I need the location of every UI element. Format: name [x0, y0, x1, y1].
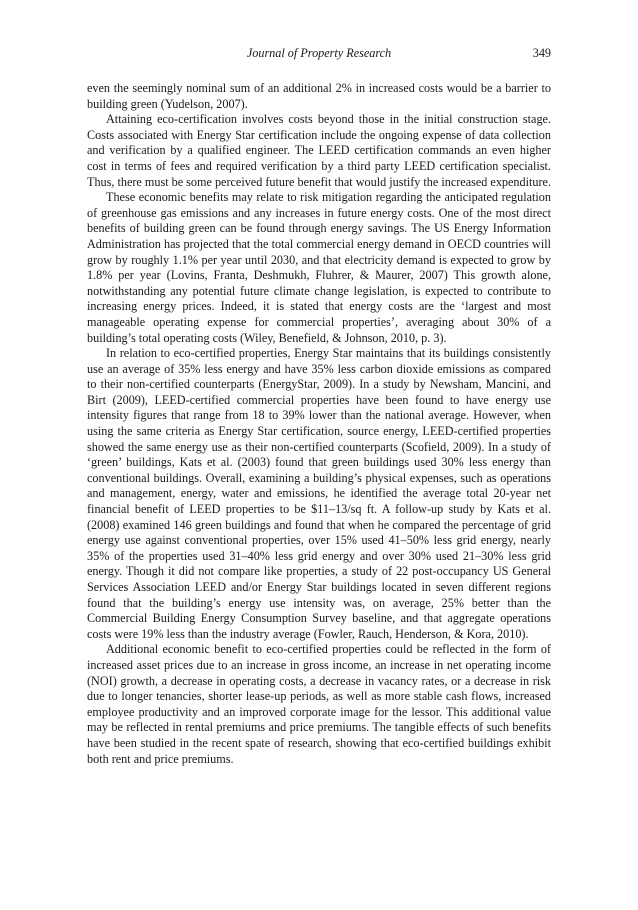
paragraph-5: Additional economic benefit to eco-certified properties could be reflected in the form of increased asset prices due to an increase in gross income, an increase in net operating income (NOI) growth, a decrease in operating costs, a decrease in vacancy rates, or a decrease in risk due to longer tenancies, shorter lease-up periods, as well as more stable cash flows, increased employee productivity and an improved corporate image for the lessor. This additional value may be reflected in rental premiums and price premiums. The tangible effects of such benefits have been studied in the recent spate of research, showing that eco-certified buildings exhibit both rent and price premiums. [87, 642, 551, 766]
paragraph-3: These economic benefits may relate to risk mitigation regarding the anticipated regulation of greenhouse gas emissions and any increases in future energy costs. One of the most direct benefits of building green can be found through energy savings. The US Energy Information Administration has projected that the total commercial energy demand in OECD countries will grow by roughly 1.1% per year until 2030, and that electricity demand is expected to grow by 1.8% per year (Lovins, Franta, Deshmukh, Fluhrer, & Maurer, 2007) This growth alone, notwithstanding any potential future climate change legislation, is expected to contribute to increasing energy prices. Indeed, it is stated that energy costs are the ‘largest and most manageable operating expense for commercial properties’, averaging about 30% of a building’s total operating costs (Wiley, Benefield, & Johnson, 2010, p. 3). [87, 190, 551, 345]
journal-title: Journal of Property Research [246, 46, 392, 60]
paragraph-4: In relation to eco-certified properties, Energy Star maintains that its buildings consistently use an average of 35% less energy and have 35% less carbon dioxide emissions as compared to their non-certified counterparts (EnergyStar, 2009). In a study by Newsham, Mancini, and Birt (2009), LEED-certified commercial properties have been found to have energy use intensity figures that range from 18 to 39% lower than the national average. However, when using the same criteria as Energy Star certification, source energy, LEED-certified properties showed the same energy use as their non-certified counterparts (Scofield, 2009). In a study of ‘green’ buildings, Kats et al. (2003) found that green buildings used 30% less energy than conventional buildings. Overall, examining a building’s physical expenses, such as operations and management, energy, water and emissions, he identified the average total 20-year net financial benefit of LEED properties to be $11–13/sq ft. A follow-up study by Kats et al. (2008) examined 146 green buildings and found that when he compared the percentage of grid energy use against conventional properties, over 15% used 41–50% less grid energy, nearly 35% of the properties used 31–40% less grid energy and over 30% used 21–30% less grid energy. Though it did not compare like properties, a study of 22 post-occupancy US General Services Association LEED and/or Energy Star buildings located in seven different regions found that the building’s energy use intensity was, on average, 25% better than the Commercial Building Energy Consumption Survey baseline, and that aggregate operations costs were 19% less than the industry average (Fowler, Rauch, Henderson, & Kora, 2010). [87, 346, 551, 641]
page-number: 349 [532, 46, 551, 60]
paragraph-1: even the seemingly nominal sum of an additional 2% in increased costs would be a barrier to building green (Yudelson, 2007). [87, 81, 551, 111]
body-text [87, 81, 551, 767]
running-header [87, 46, 551, 62]
paragraph-2: Attaining eco-certification involves costs beyond those in the initial construction stage. Costs associated with Energy Star certification include the ongoing expense of data collection and verification by a qualified engineer. The LEED certification commands an even higher cost in terms of fees and required verification by a third party LEED certification specialist. Thus, there must be some perceived future benefit that would justify the increased expenditure. [87, 112, 551, 189]
